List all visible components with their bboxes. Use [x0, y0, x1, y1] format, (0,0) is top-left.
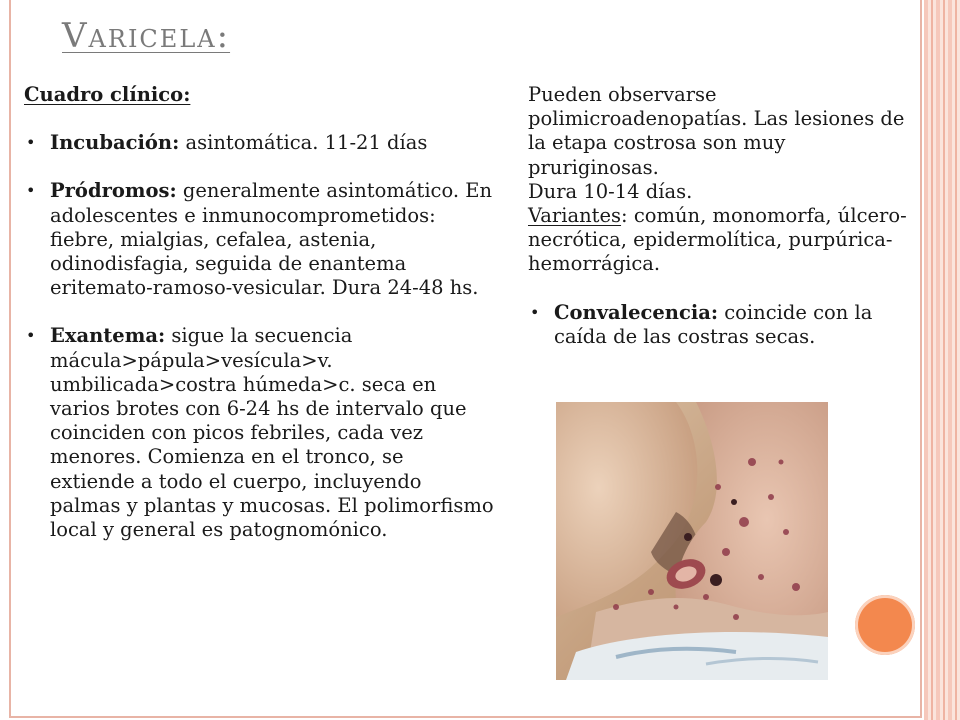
variants-label: Variantes — [528, 204, 622, 228]
bullet-term: Exantema: — [50, 324, 166, 348]
paragraph-duracion: Dura 10-14 días. — [528, 179, 693, 203]
decorative-circle — [855, 595, 915, 655]
bullet-text: coincide con la caída de las costras secas. — [554, 300, 873, 348]
decorative-stripes — [924, 0, 960, 720]
clinical-photo-illustration — [556, 402, 828, 680]
bullet-prodromos — [24, 179, 494, 300]
bullet-text: asintomática. 11-21 días — [179, 131, 428, 155]
paragraph-adenopatias: Pueden observarse polimicroadenopatías. Las lesiones de la etapa costrosa son muy pruriginosas. — [528, 83, 905, 179]
paragraph-variantes — [528, 204, 918, 277]
bullet-dot-icon: • — [530, 302, 540, 322]
bullet-text: sigue la secuencia mácula>pápula>vesícula>v. umbilicada>costra húmeda>c. seca en varios brotes con 6-24 hs de intervalo que coinciden con picos febriles, cada vez menores. Comienza en el tronco, se extiende a todo el cuerpo, incluyendo palmas y plantas y mucosas. El polimorfismo local y general es patognomónico. — [50, 324, 494, 542]
slide-title: Varicela: — [62, 16, 231, 56]
bullet-dot-icon: • — [26, 181, 36, 201]
bullet-dot-icon: • — [26, 133, 36, 153]
variants-text: : común, monomorfa, úlcero-necrótica, epidermolítica, purpúrica-hemorrágica. — [528, 204, 907, 276]
bullet-incubacion — [24, 131, 494, 155]
bullet-term: Incubación: — [50, 131, 180, 155]
clinical-photo — [556, 402, 828, 680]
bullet-term: Pródromos: — [50, 179, 177, 203]
section-heading: Cuadro clínico: — [24, 83, 191, 106]
bullet-text: generalmente asintomático. En adolescentes e inmunocomprometidos: fiebre, mialgias, cefalea, astenia, odinodisfagia, seguida de enantema eritemato-ramoso-vesicular. Dura 24-48 hs. — [50, 179, 493, 300]
left-column — [24, 83, 494, 542]
bullet-term: Convalecencia: — [554, 300, 719, 324]
bullet-dot-icon: • — [26, 326, 36, 346]
right-column — [528, 83, 918, 349]
bullet-exantema — [24, 324, 494, 542]
bullet-convalecencia — [528, 301, 918, 349]
